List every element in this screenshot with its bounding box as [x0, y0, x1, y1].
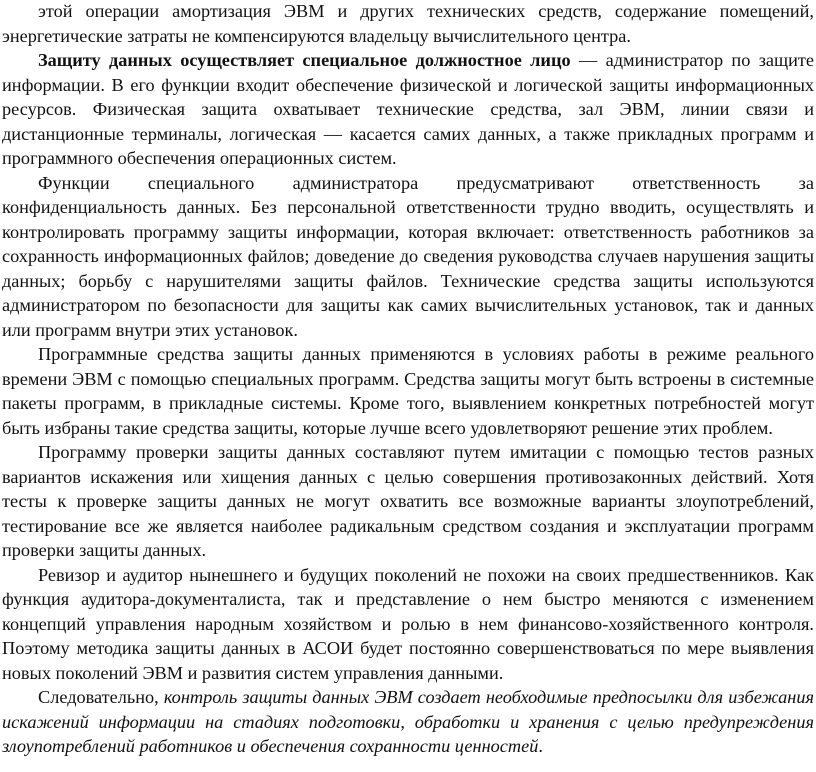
paragraph-end-text: . [538, 736, 543, 756]
paragraph-continuation [2, 0, 814, 48]
paragraph-conclusion [2, 685, 814, 759]
paragraph-testing [2, 440, 814, 563]
paragraph-text: Программные средства защиты данных применяются в условиях работы в режиме реального времени ЭВМ с помощью специальных программ. Средства защиты могут быть встроены в системные пакеты программ, в прикладные системы. Кроме того, выявлением конкретных потребностей могут быть избраны такие средства защиты, которые лучше всего удовлетворяют решение этих проблем. [2, 344, 814, 438]
italic-conclusion-text: контроль защиты данных ЭВМ создает необходимые предпосылки для избежания искажений информации на стадиях подготовки, обработки и хранения с целью предупреждения злоупотреблений работников и обеспечения сохранности ценностей [2, 687, 814, 756]
paragraph-auditor [2, 563, 814, 686]
paragraph-text: Ревизор и аудитор нынешнего и будущих поколений не похожи на своих предшественников. Как функция аудитора-документалиста, так и представление о нем быстро меняются с изменением концепций управления народным хозяйством и ролью в нем финансово-хозяйственного контроля. Поэтому методика защиты данных в АСОИ будет постоянно совершенствоваться по мере выявления новых поколений ЭВМ и развития систем управления данными. [2, 564, 814, 683]
paragraph-text: Программу проверки защиты данных составляют путем имитации с помощью тестов разных вариантов искажения или хищения данных с целью совершения противозаконных действий. Хотя тесты к проверке защиты данных не могут охватить все возможные варианты злоупотреблений, тестирование все же является наиболее радикальным средством создания и эксплуатации программ проверки защиты данных. [2, 442, 814, 560]
paragraph-admin [2, 48, 814, 171]
paragraph-functions [2, 171, 814, 343]
paragraph-software [2, 342, 814, 440]
paragraph-text: — администратор по защите информации. В его функции входит обеспечение физической и логической защиты информационных ресурсов. Физическая защита охватывает технические средства, зал ЭВМ, линии связи и дистанционные терминалы, логическая — касается самих данных, а также прикладных программ и программного обеспечения операционных систем. [2, 50, 814, 168]
paragraph-text: этой операции амортизация ЭВМ и других технических средств, содержание помещений, энергетические затраты не компенсируются владельцу вычислительного центра. [2, 1, 814, 46]
paragraph-text: Следовательно, [38, 687, 164, 707]
bold-lead-text: Защиту данных осуществляет специальное должностное лицо [38, 50, 571, 70]
paragraph-text: Функции специального администратора предусматривают ответственность за конфиденциальность данных. Без персональной ответственности трудно вводить, осуществлять и контролировать программу защиты информации, которая включает: ответственность работников за сохранность информационных файлов; доведение до сведения руководства случаев нарушения защиты данных; борьбу с нарушителями защиты файлов. Технические средства защиты используются администратором по безопасности для защиты как самих вычислительных установок, так и данных или программ внутри этих установок. [2, 172, 814, 340]
